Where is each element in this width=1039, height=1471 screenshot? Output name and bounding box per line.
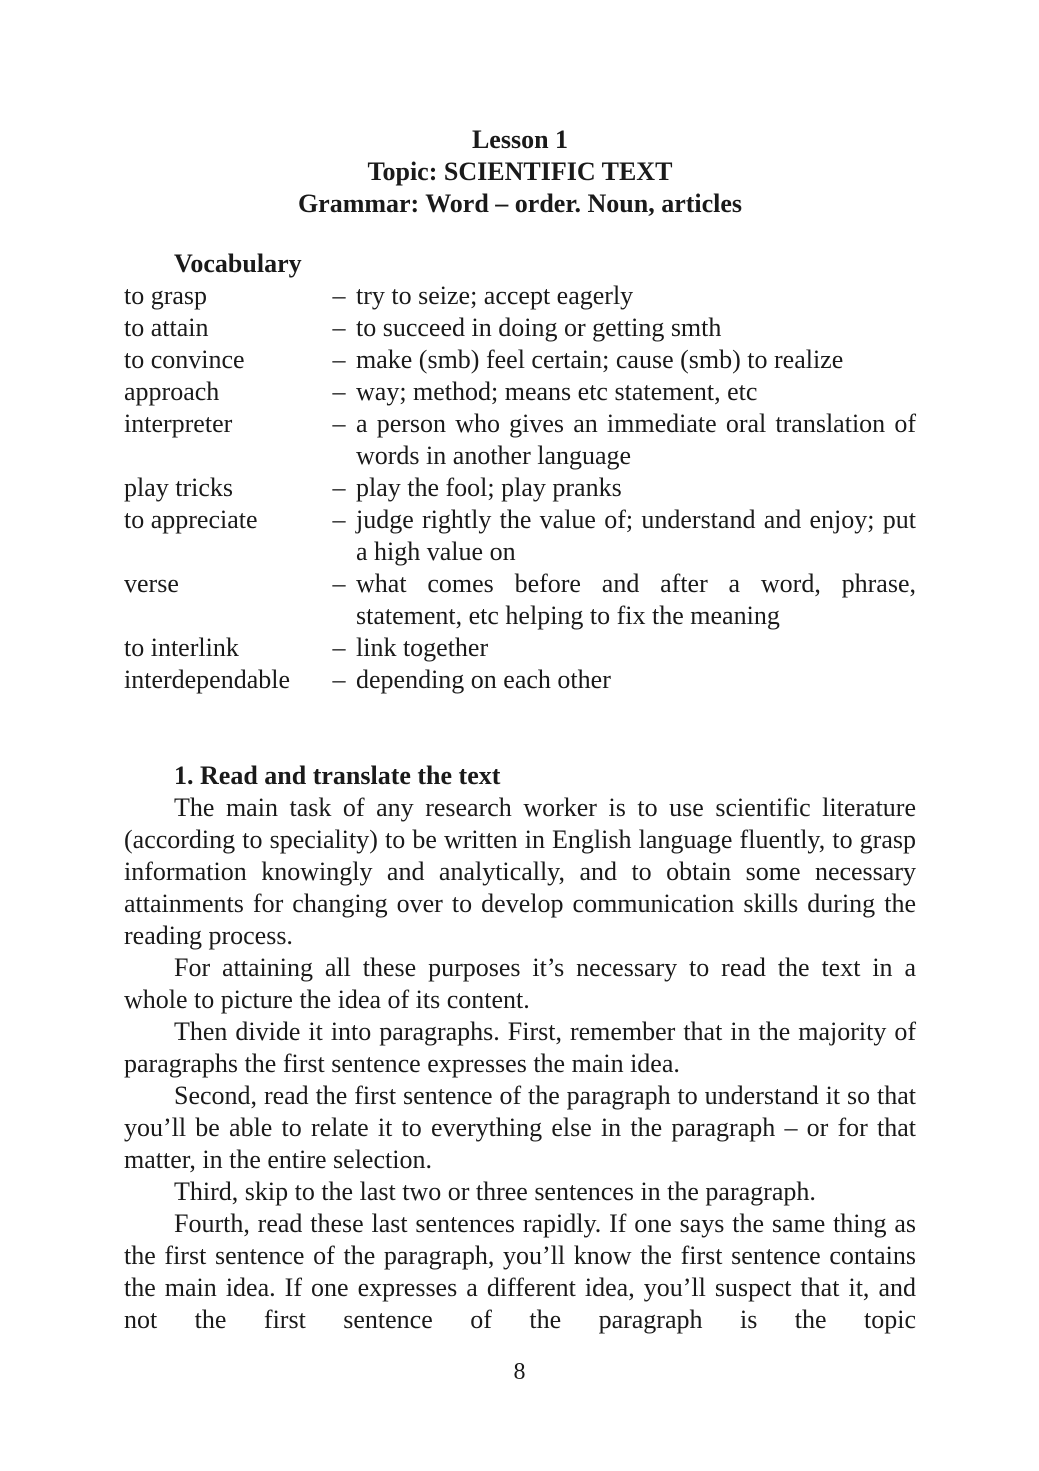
text-paragraph: Second, read the first sentence of the paragraph to understand it so that you’ll be able to relate it to everything else in the paragraph – or for that matter, in the entire selection. — [124, 1081, 916, 1174]
vocabulary-term: to grasp — [124, 281, 208, 310]
vocabulary-item — [124, 472, 916, 504]
vocabulary-list — [124, 280, 916, 696]
vocabulary-dash: – — [332, 569, 346, 598]
vocabulary-item — [124, 312, 916, 344]
exercise-title: 1. Read and translate the text — [174, 761, 501, 790]
grammar-title: Grammar: Word – order. Noun, articles — [297, 189, 743, 218]
vocabulary-definition: try to seize; accept eagerly — [356, 281, 634, 310]
vocabulary-item — [124, 280, 916, 312]
vocabulary-item — [124, 344, 916, 376]
vocabulary-item — [124, 408, 916, 472]
vocabulary-dash: – — [332, 633, 346, 662]
vocabulary-definition: what comes before and after a word, phrase, statement, etc helping to fix the meaning — [356, 569, 916, 630]
vocabulary-definition: way; method; means etc statement, etc — [356, 377, 758, 406]
vocabulary-definition: judge rightly the value of; understand and enjoy; put a high value on — [356, 505, 916, 566]
text-paragraph: Third, skip to the last two or three sentences in the paragraph. — [174, 1177, 816, 1206]
vocabulary-dash: – — [332, 409, 346, 438]
vocabulary-term: to attain — [124, 313, 209, 342]
vocabulary-term: interpreter — [124, 409, 233, 438]
vocabulary-item — [124, 504, 916, 568]
vocabulary-item — [124, 632, 916, 664]
vocabulary-dash: – — [332, 665, 346, 694]
vocabulary-term: verse — [124, 569, 179, 598]
vocabulary-dash: – — [332, 313, 346, 342]
text-paragraph: For attaining all these purposes it’s necessary to read the text in a whole to picture the idea of its content. — [124, 953, 916, 1014]
vocabulary-title: Vocabulary — [174, 249, 302, 278]
vocabulary-definition: link together — [356, 633, 489, 662]
vocabulary-definition: a person who gives an immediate oral translation of words in another language — [356, 409, 916, 470]
vocabulary-dash: – — [332, 345, 346, 374]
vocabulary-definition: make (smb) feel certain; cause (smb) to realize — [356, 345, 844, 374]
vocabulary-item — [124, 376, 916, 408]
text-paragraph: Fourth, read these last sentences rapidly. If one says the same thing as the first sentence of the paragraph, you’ll know the first sentence contains the main idea. If one expresses a different idea, you’ll suspect that it, and not the first sentence of the paragraph is the topic — [124, 1209, 916, 1334]
vocabulary-definition: play the fool; play pranks — [356, 473, 622, 502]
vocabulary-dash: – — [332, 281, 346, 310]
vocabulary-item — [124, 664, 916, 696]
text-paragraph: Then divide it into paragraphs. First, remember that in the majority of paragraphs the first sentence expresses the main idea. — [124, 1017, 916, 1078]
vocabulary-item — [124, 568, 916, 632]
vocabulary-definition: depending on each other — [356, 665, 611, 694]
text-paragraph: The main task of any research worker is to use scientific literature (according to speciality) to be written in English language fluently, to grasp information knowingly and analytically, and to obtain some necessary attainments for changing over to develop communication skills during the reading process. — [124, 793, 916, 950]
vocabulary-term: to convince — [124, 345, 245, 374]
vocabulary-term: interdependable — [124, 665, 291, 694]
vocabulary-dash: – — [332, 505, 346, 534]
vocabulary-dash: – — [332, 377, 346, 406]
vocabulary-term: to appreciate — [124, 505, 258, 534]
vocabulary-term: to interlink — [124, 633, 239, 662]
page-number: 8 — [513, 1359, 526, 1385]
vocabulary-term: approach — [124, 377, 220, 406]
vocabulary-term: play tricks — [124, 473, 234, 502]
vocabulary-dash: – — [332, 473, 346, 502]
vocabulary-definition: to succeed in doing or getting smth — [356, 313, 722, 342]
lesson-title: Lesson 1 — [471, 125, 569, 154]
page-content — [124, 124, 916, 1336]
topic-title: Topic: SCIENTIFIC TEXT — [367, 157, 673, 186]
